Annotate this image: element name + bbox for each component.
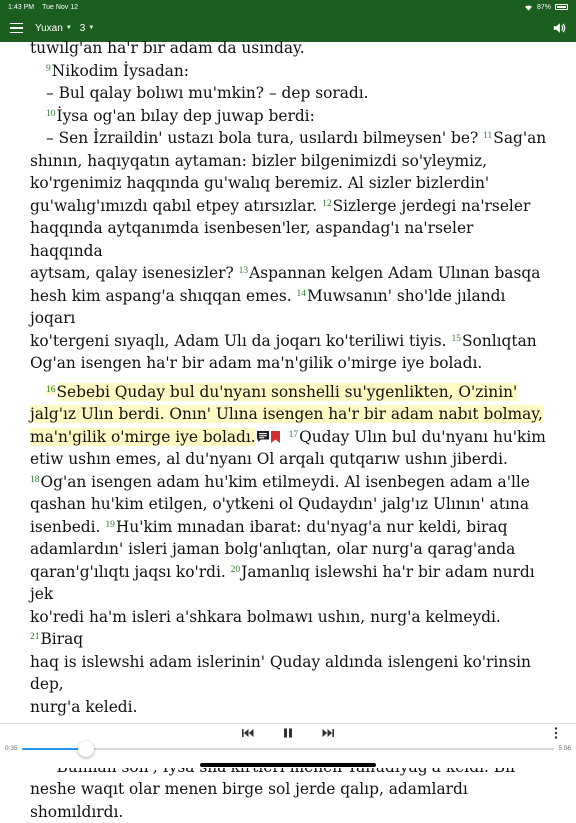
verse-text: Og'an isengen ha'r bir adam ma'n'gilik o'mirge iye boladı. [30,354,483,372]
battery-icon [555,4,568,10]
text-line [30,448,550,471]
current-time: 0:35 [5,745,18,752]
book-name: Yuxan [35,22,63,34]
verse-text: İysa og'an bılay dep juwap berdi: [56,106,315,125]
verse-number[interactable]: 13 [238,266,249,276]
bookmark-icon[interactable] [270,430,281,444]
verse-text: isenbedi. [30,517,106,536]
text-line [30,778,550,823]
highlighted-text: jalg'ız Ulın berdi. Onın' Ulına isengen ha'r bir adam nabıt bolmay, [30,405,543,423]
text-line [30,403,550,426]
verse-number[interactable]: 19 [105,519,115,530]
verse-text: Sonlıqtan [461,331,537,350]
verse-text: nurg'a keledi. [30,697,138,716]
highlighted-text: ma'n'gilik o'mirge iye boladı. [30,427,256,446]
verse-text: qaran'g'ılıqtı jaqsı ko'rdi. [30,562,231,581]
verse-text: qashan hu'kim etilgen, o'ytkeni ol Qudaydın' jalg'ız Ulının' atına [30,495,530,513]
text-line [30,651,550,696]
verse-text: Biraq [40,630,84,648]
status-date: Tue Nov 12 [42,3,79,11]
verse-text: Sizlerge jerdegi na'rseler [332,196,531,215]
verse-text: tuwılg'an ha'r bır adam da usınday. [30,39,305,57]
chapter-dropdown-caret-icon: ▼ [88,25,95,31]
chapter-selector[interactable] [80,23,95,34]
highlighted-text: Sebebi Quday bul du'nyanı sonshelli su'ygenlikten, O'zinin' [56,382,518,401]
verse-text: gu'walıg'ımızdı qabıl etpey atırsızlar. [30,196,323,215]
verse-number[interactable]: 12 [322,198,332,209]
verse-number[interactable]: 21 [30,632,40,642]
verse-number[interactable]: 16 [46,384,56,395]
verse-number[interactable]: 14 [296,288,307,299]
text-line [30,217,550,262]
verse-text: neshe waqıt olar menen birge sol jerde qalıp, adamlardı shomıldırdı. [30,780,473,821]
skip-next-icon[interactable] [321,727,335,739]
verse-text: Nikodim İysadan: [51,61,189,80]
status-time: 1:43 PM [8,3,35,11]
text-line [30,195,550,218]
text-line [30,471,550,494]
progress-played [22,748,86,750]
verse-text: shının, haqıyqatın aytaman: bizler bilgenimizdi so'yleymiz, [30,151,488,170]
verse-number[interactable]: 17 [288,429,299,440]
text-line [30,172,550,195]
chapter-text [30,37,550,823]
verse-text: Quday Ulın bul du'nyanı hu'kim [299,427,546,446]
verse-text: haqqında aytqanımda isenbesen'ler, aspandag'ı na'rseler haqqında [30,219,479,260]
verse-text: aytsam, qalay isenesizler? [30,264,239,282]
verse-text: Sag'an [493,129,547,147]
progress-slider[interactable] [22,748,554,750]
verse-text: ko'tergeni sıyaqlı, Adam Ulı da joqarı ko'teriliwi tiyis. [30,331,452,350]
book-dropdown-caret-icon: ▼ [65,25,72,31]
speaker-icon[interactable] [552,21,566,35]
home-indicator [200,763,376,767]
text-line [30,352,550,375]
status-bar [0,0,576,14]
text-line [30,381,550,404]
verse-number[interactable]: 9 [46,63,51,74]
verse-number[interactable]: 18 [30,474,40,485]
text-line [30,561,550,606]
text-line [30,82,550,105]
verse-number[interactable]: 20 [230,564,241,575]
chapter-number: 3 [79,22,86,34]
verse-text: adamlardın' isleri jaman bolg'anlıqtan, olar nurg'a qarag'anda [30,540,516,558]
verse-number[interactable]: 11 [483,131,493,141]
audio-player [0,723,576,768]
verse-text: Hu'kim mınadan ibarat: du'nyag'a nur keldi, biraq [115,517,508,536]
verse-text: etiw ushın emes, al du'nyanı Ol arqalı qutqarıw ushın jiberdi. [30,450,508,468]
verse-text: ko'redi ha'm isleri a'shkara bolmawı ushın, nurg'a kelmeydi. [30,607,506,626]
hamburger-menu-icon[interactable] [10,23,23,33]
verse-text: ko'rgenimiz haqqında gu'walıq beremiz. Al sizler bizlerdin' [30,174,490,192]
total-time: 5:06 [558,745,571,752]
verse-text: Jamanlıq islewshi ha'r bir adam nurdı jek [30,562,540,603]
verse-text: hesh kim aspang'a shıqqan emes. [30,286,297,305]
text-line [30,105,550,128]
verse-number[interactable]: 15 [451,333,461,344]
note-icon[interactable] [256,430,270,443]
progress-knob[interactable] [78,741,94,757]
more-vertical-icon[interactable] [554,727,558,739]
verse-text: – Bul qalay bolıwı mu'mkin? – dep soradı. [46,84,369,102]
text-line [30,37,550,60]
battery-percent: 87% [536,3,551,11]
pause-icon[interactable] [281,727,295,739]
text-line [30,330,550,353]
text-line [30,493,550,516]
text-line [30,60,550,83]
verse-text: haq is islewshi adam islerinin' Quday aldında islengeni ko'rinsin dep, [30,652,536,693]
text-line [30,426,550,449]
verse-number[interactable]: 10 [46,108,56,119]
verse-text [284,428,289,446]
wifi-icon [524,4,533,11]
verse-text: Muwsanın' sho'lde jılandı joqarı [30,286,511,327]
text-line [30,538,550,561]
skip-previous-icon[interactable] [241,727,255,739]
verse-text: Aspannan kelgen Adam Ulınan basqa [249,264,541,282]
verse-text: Og'an isengen adam hu'kim etilmeydi. Al isenbegen adam a'lle [40,472,530,491]
text-line [30,150,550,173]
text-line [30,262,550,285]
book-selector[interactable] [35,23,72,34]
text-line [30,696,550,719]
text-line [30,606,550,651]
playback-controls [0,727,576,741]
verse-text: – Sen İzraildin' ustazı bola tura, usılardı bilmeysen' be? [46,129,484,147]
text-line [30,127,550,150]
text-line [30,285,550,330]
text-line [30,516,550,539]
